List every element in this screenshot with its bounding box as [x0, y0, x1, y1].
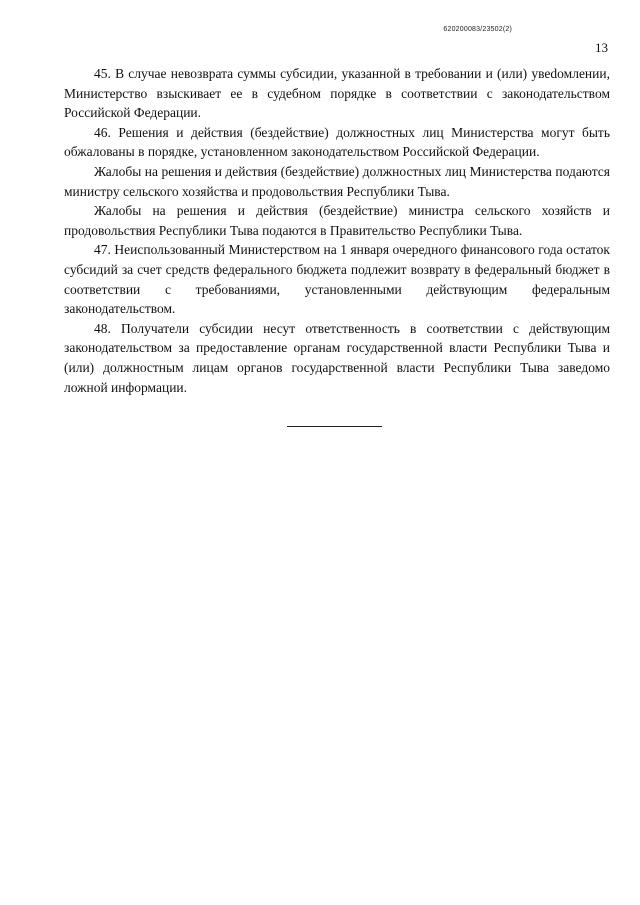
page-number: 13	[595, 40, 608, 55]
paragraph-45: 45. В случае невозврата суммы субсидии, указанной в требовании и (или) увеdомлении, Министерство взыскивает ее в судебном порядке в соответствии с законодательством Российской Федерации.	[64, 66, 610, 121]
paragraph-46: 46. Решения и действия (бездействие) должностных лиц Министерства могут быть обжалованы в порядке, установленном законодательством Российской Федерации.	[64, 124, 610, 160]
end-of-document-rule	[287, 426, 382, 427]
paragraph-complaints-minister: Жалобы на решения и действия (бездействие) министра сельского хозяйств и продовольствия Республики Тыва подаются в Правительство Республики Тыва.	[64, 203, 610, 238]
document-body	[64, 64, 610, 397]
document-id: 620200083/23502(2)	[443, 26, 512, 33]
paragraph-48: 48. Получатели субсидии несут ответственность в соответствии с действующим законодательством за предоставление органам государственной власти Республики Тыва и (или) должностным лицам органов государственной власти Республики Тыва заведомо ложной информации.	[64, 320, 610, 395]
paragraph-complaints-officials: Жалобы на решения и действия (бездействие) должностных лиц Министерства подаются министру сельского хозяйства и продовольствия Республики Тыва.	[64, 163, 610, 199]
paragraph-47: 47. Неиспользованный Министерством на 1 января очередного финансового года остаток субсидий за счет средств федерального бюджета подлежит возврату в федеральный бюджет в соответствии с требованиями, установленными действующим федеральным законодательством.	[64, 242, 610, 317]
